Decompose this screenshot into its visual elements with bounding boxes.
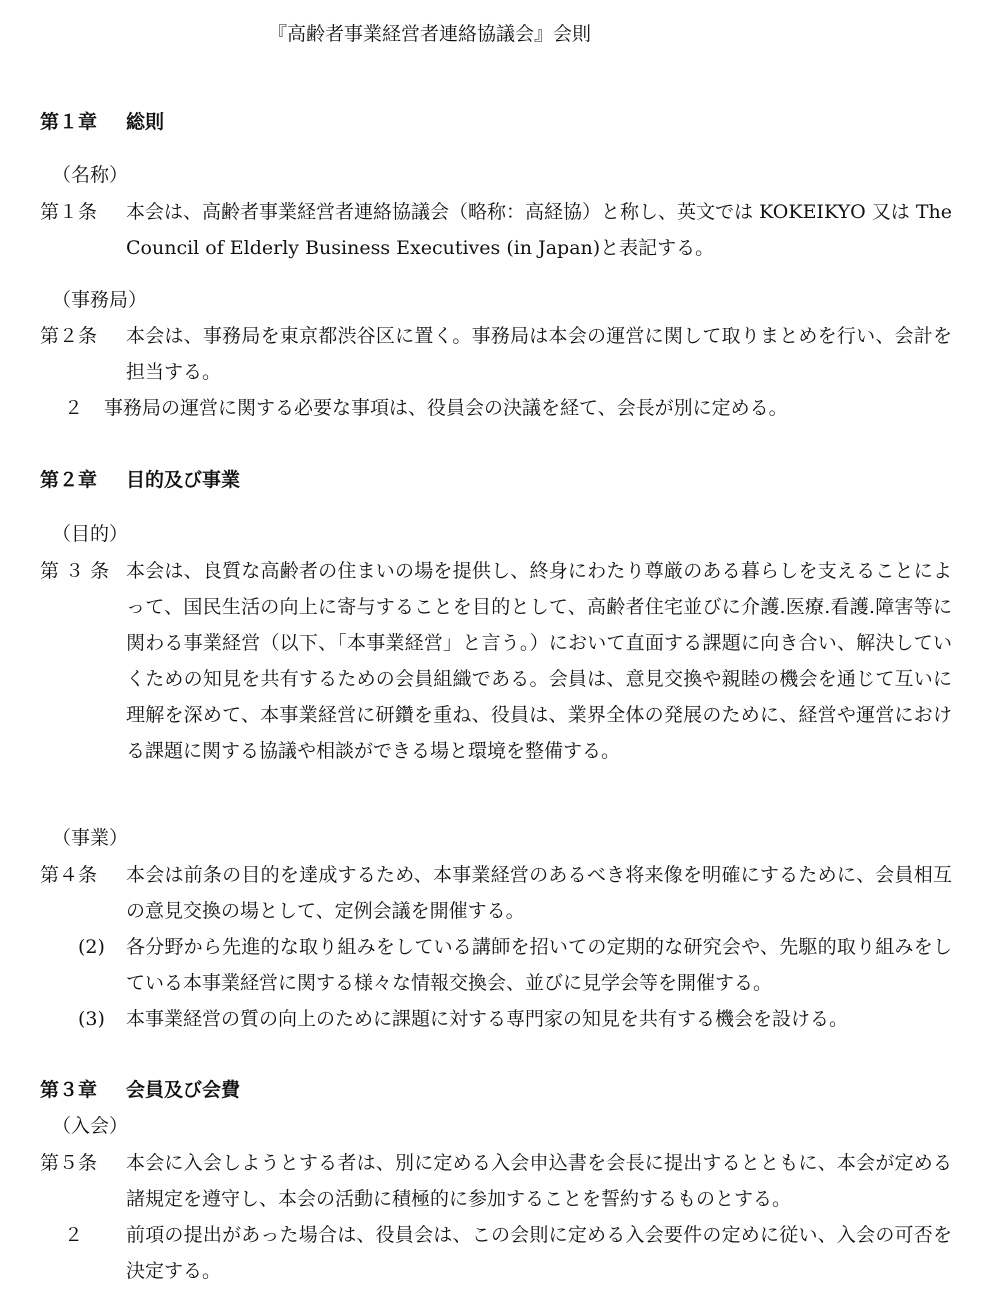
chapter-number: 第１章 <box>40 111 98 133</box>
article-3-heading: （目的） <box>52 523 129 545</box>
article-5 <box>40 1145 952 1217</box>
chapter-title: 目的及び事業 <box>126 469 241 491</box>
chapter-2-heading <box>40 462 240 498</box>
paragraph-number: ２ <box>64 1224 84 1246</box>
chapter-1-heading <box>40 104 164 140</box>
article-1 <box>40 194 952 266</box>
article-number: 第１条 <box>40 201 98 223</box>
article-text: 本会は、高齢者事業経営者連絡協議会（略称：高経協）と称し、英文では KOKEIKYO 又は The Council of Elderly Business Executives (in Japan)と表記する。 <box>126 201 952 259</box>
article-4-item-2 <box>78 929 952 1001</box>
article-4-heading: （事業） <box>52 827 129 849</box>
chapter-title: 会員及び会費 <box>126 1079 241 1101</box>
chapter-number: 第３章 <box>40 1079 98 1101</box>
article-5-paragraph-2 <box>64 1217 952 1289</box>
document-title: 『高齢者事業経営者連絡協議会』会則 <box>268 23 592 45</box>
article-3 <box>40 553 952 769</box>
chapter-number: 第２章 <box>40 469 98 491</box>
article-2 <box>40 318 952 390</box>
item-number: (3) <box>78 1008 105 1030</box>
article-4-item-3 <box>78 1001 952 1037</box>
chapter-3-heading <box>40 1072 240 1108</box>
paragraph-text: 前項の提出があった場合は、役員会は、この会則に定める入会要件の定めに従い、入会の可否を決定する。 <box>126 1224 952 1282</box>
article-5-heading: （入会） <box>52 1115 129 1137</box>
paragraph-number: ２ <box>64 397 84 419</box>
article-number: 第４条 <box>40 864 98 886</box>
article-text: 本会に入会しようとする者は、別に定める入会申込書を会長に提出するとともに、本会が定める諸規定を遵守し、本会の活動に積極的に参加することを誓約するものとする。 <box>126 1152 952 1210</box>
article-4 <box>40 857 952 929</box>
chapter-title: 総則 <box>126 111 165 133</box>
item-text: 各分野から先進的な取り組みをしている講師を招いての定期的な研究会や、先駆的取り組みをしている本事業経営に関する様々な情報交換会、並びに見学会等を開催する。 <box>126 936 952 994</box>
item-text: 本事業経営の質の向上のために課題に対する専門家の知見を共有する機会を設ける。 <box>126 1008 849 1030</box>
article-text: 本会は前条の目的を達成するため、本事業経営のあるべき将来像を明確にするために、会員相互の意見交換の場として、定例会議を開催する。 <box>126 864 952 922</box>
article-number: 第 ３ 条 <box>40 560 110 582</box>
article-1-heading: （名称） <box>52 164 129 186</box>
article-2-paragraph-2 <box>64 390 788 426</box>
article-2-heading: （事務局） <box>52 289 148 311</box>
paragraph-text: 事務局の運営に関する必要な事項は、役員会の決議を経て、会長が別に定める。 <box>104 397 788 419</box>
article-number: 第５条 <box>40 1152 98 1174</box>
article-text: 本会は、事務局を東京都渋谷区に置く。事務局は本会の運営に関して取りまとめを行い、会計を担当する。 <box>126 325 952 383</box>
article-text: 本会は、良質な高齢者の住まいの場を提供し、終身にわたり尊厳のある暮らしを支えることによって、国民生活の向上に寄与することを目的として、高齢者住宅並びに介護.医療.看護.障害等に関わる事業経営（以下、「本事業経営」と言う。）において直面する課題に向き合い、解決していくための知見を共有するための会員組織である。会員は、意見交換や親睦の機会を通じて互いに理解を深めて、本事業経営に研鑽を重ね、役員は、業界全体の発展のために、経営や運営における課題に関する協議や相談ができる場と環境を整備する。 <box>126 560 952 762</box>
article-number: 第２条 <box>40 325 98 347</box>
item-number: (2) <box>78 936 105 958</box>
